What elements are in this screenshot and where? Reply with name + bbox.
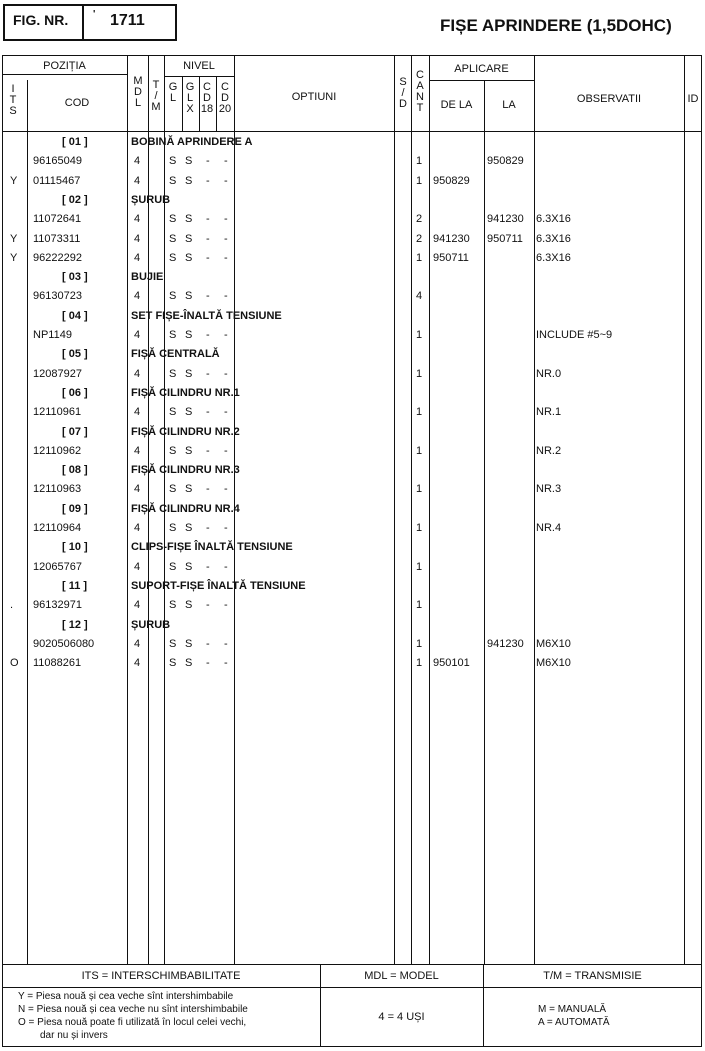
group-name: CLIPS-FIȘE ÎNALTĂ TENSIUNE — [131, 541, 293, 553]
legend-mdl-value: 4 = 4 UȘI — [378, 1011, 425, 1023]
cell-cd18: - — [206, 561, 210, 573]
header-glx: G L X — [185, 81, 195, 115]
cell-cd20: - — [224, 213, 228, 225]
cell-cant: 1 — [416, 368, 423, 380]
cell-la: 950829 — [487, 155, 524, 167]
group-position: [ 07 ] — [62, 426, 88, 438]
header-cod: COD — [64, 97, 90, 109]
cell-glx: S — [185, 406, 193, 418]
cell-cant: 1 — [416, 638, 423, 650]
cell-de-la: 941230 — [433, 233, 470, 245]
cell-de-la: 950829 — [433, 175, 470, 187]
cell-mdl: 4 — [134, 638, 141, 650]
col-line-dela — [484, 80, 485, 965]
cell-mdl: 4 — [134, 483, 141, 495]
cell-gl: S — [169, 233, 177, 245]
header-sd: S / D — [399, 76, 407, 110]
cell-mdl: 4 — [134, 522, 141, 534]
cell-glx: S — [185, 483, 193, 495]
cell-de-la: 950101 — [433, 657, 470, 669]
figure-number: 1711 — [110, 12, 145, 29]
cell-mdl: 4 — [134, 406, 141, 418]
cell-cod: 96222292 — [33, 252, 82, 264]
cell-mdl: 4 — [134, 233, 141, 245]
cell-cod: 11088261 — [33, 657, 82, 669]
cell-cant: 1 — [416, 483, 423, 495]
cell-glx: S — [185, 599, 193, 611]
group-position: [ 10 ] — [62, 541, 88, 553]
col-line-la — [534, 55, 535, 965]
cell-glx: S — [185, 252, 193, 264]
cell-glx: S — [185, 290, 193, 302]
row-tick — [164, 444, 165, 458]
cell-cant: 1 — [416, 175, 423, 187]
cell-cd18: - — [206, 155, 210, 167]
row-tick — [164, 598, 165, 612]
cell-cd18: - — [206, 406, 210, 418]
cell-obs: 6.3X16 — [536, 233, 571, 245]
cell-cod: 12110961 — [33, 406, 82, 418]
cell-cd20: - — [224, 329, 228, 341]
cell-mdl: 4 — [134, 213, 141, 225]
cell-obs: INCLUDE #5~9 — [536, 329, 613, 341]
row-tick — [164, 328, 165, 342]
cell-cd18: - — [206, 233, 210, 245]
cell-mdl: 4 — [134, 329, 141, 341]
cell-cod: 96165049 — [33, 155, 82, 167]
cell-cd20: - — [224, 155, 228, 167]
cell-cant: 1 — [416, 329, 423, 341]
row-tick — [164, 251, 165, 265]
cell-gl: S — [169, 290, 177, 302]
row-line-pozitia — [2, 74, 127, 75]
cell-glx: S — [185, 368, 193, 380]
cell-gl: S — [169, 368, 177, 380]
cell-obs: M6X10 — [536, 657, 571, 669]
cell-glx: S — [185, 329, 193, 341]
header-optiuni: OPTIUNI — [291, 91, 337, 103]
cell-cd18: - — [206, 522, 210, 534]
parts-table-frame — [2, 55, 702, 1047]
col-line-its — [27, 80, 28, 965]
cell-cod: 9020506080 — [33, 638, 95, 650]
cell-cd20: - — [224, 406, 228, 418]
cell-cant: 1 — [416, 561, 423, 573]
cell-cd20: - — [224, 561, 228, 573]
legend-its-o-cont: dar nu și invers — [40, 1030, 108, 1041]
cell-glx: S — [185, 561, 193, 573]
header-its: I T S — [9, 83, 17, 117]
row-tick — [164, 289, 165, 303]
cell-mdl: 4 — [134, 561, 141, 573]
cell-glx: S — [185, 522, 193, 534]
row-tick — [164, 560, 165, 574]
cell-cd20: - — [224, 175, 228, 187]
cell-la: 941230 — [487, 638, 524, 650]
cell-mdl: 4 — [134, 290, 141, 302]
cell-cod: 96130723 — [33, 290, 82, 302]
cell-mdl: 4 — [134, 599, 141, 611]
cell-cd20: - — [224, 445, 228, 457]
cell-glx: S — [185, 657, 193, 669]
row-tick — [164, 154, 165, 168]
col-line-obs — [684, 55, 685, 965]
group-position: [ 02 ] — [62, 194, 88, 206]
cell-cd20: - — [224, 290, 228, 302]
figure-mark: ' — [93, 9, 96, 20]
col-line-cd18 — [216, 76, 217, 131]
header-cd20: C D 20 — [218, 81, 232, 115]
cell-obs: NR.4 — [536, 522, 562, 534]
cell-cod: 12110962 — [33, 445, 82, 457]
legend-its-y: Y = Piesa nouă și cea veche sînt intershimbabile — [18, 991, 234, 1002]
cell-cod: 12110963 — [33, 483, 82, 495]
cell-obs: NR.1 — [536, 406, 562, 418]
cell-cant: 1 — [416, 522, 423, 534]
cell-its: . — [10, 599, 14, 611]
cell-cod: 12110964 — [33, 522, 82, 534]
cell-obs: 6.3X16 — [536, 252, 571, 264]
cell-gl: S — [169, 638, 177, 650]
group-position: [ 11 ] — [62, 580, 88, 592]
cell-mdl: 4 — [134, 368, 141, 380]
col-line-cant — [429, 55, 430, 965]
cell-obs: NR.2 — [536, 445, 562, 457]
header-aplicare: APLICARE — [454, 63, 509, 75]
col-line-cod — [127, 55, 128, 965]
cell-gl: S — [169, 175, 177, 187]
row-line-nivel — [164, 76, 234, 77]
header-tm: T / M — [151, 79, 161, 113]
group-name: FIȘĂ CILINDRU NR.4 — [131, 503, 240, 515]
cell-cd18: - — [206, 213, 210, 225]
cell-cd20: - — [224, 252, 228, 264]
group-name: FIȘĂ CENTRALĂ — [131, 348, 220, 360]
cell-its: Y — [10, 233, 18, 245]
cell-cd18: - — [206, 599, 210, 611]
page-title: FIȘE APRINDERE (1,5DOHC) — [440, 16, 672, 35]
cell-its: Y — [10, 175, 18, 187]
cell-gl: S — [169, 599, 177, 611]
cell-gl: S — [169, 213, 177, 225]
cell-cd18: - — [206, 657, 210, 669]
figure-box-divider — [82, 4, 84, 41]
cell-glx: S — [185, 155, 193, 167]
cell-cod: 96132971 — [33, 599, 82, 611]
cell-obs: NR.0 — [536, 368, 562, 380]
group-name: FIȘĂ CILINDRU NR.2 — [131, 426, 240, 438]
legend-tm-auto: A = AUTOMATĂ — [538, 1017, 610, 1028]
cell-mdl: 4 — [134, 155, 141, 167]
cell-cd18: - — [206, 252, 210, 264]
col-line-sd — [411, 55, 412, 965]
cell-cod: 11073311 — [33, 233, 81, 245]
group-name: ȘURUB — [131, 619, 171, 631]
group-position: [ 01 ] — [62, 136, 88, 148]
cell-la: 950711 — [487, 233, 523, 245]
cell-glx: S — [185, 175, 193, 187]
cell-cod: NP1149 — [33, 329, 72, 341]
legend-mdl-title: MDL = MODEL — [364, 970, 439, 982]
row-tick — [164, 367, 165, 381]
row-tick — [164, 637, 165, 651]
cell-glx: S — [185, 638, 193, 650]
legend-its-title: ITS = INTERSCHIMBABILITATE — [81, 970, 241, 982]
group-position: [ 12 ] — [62, 619, 88, 631]
header-cd18: C D 18 — [200, 81, 214, 115]
row-tick — [164, 656, 165, 670]
cell-gl: S — [169, 483, 177, 495]
cell-cd18: - — [206, 445, 210, 457]
cell-cant: 1 — [416, 599, 423, 611]
cell-cd20: - — [224, 233, 228, 245]
cell-gl: S — [169, 406, 177, 418]
cell-cant: 1 — [416, 657, 423, 669]
cell-obs: NR.3 — [536, 483, 562, 495]
cell-cod: 11072641 — [33, 213, 82, 225]
header-id: ID — [687, 93, 699, 105]
header-nivel: NIVEL — [183, 60, 215, 72]
figure-label: FIG. NR. — [13, 12, 69, 28]
row-tick — [164, 405, 165, 419]
cell-gl: S — [169, 561, 177, 573]
header-gl: G L — [168, 81, 178, 104]
cell-gl: S — [169, 155, 177, 167]
header-de-la: DE LA — [440, 99, 473, 111]
legend-tm-manual: M = MANUALĂ — [538, 1004, 607, 1015]
cell-cant: 2 — [416, 233, 423, 245]
cell-glx: S — [185, 233, 193, 245]
cell-cd20: - — [224, 368, 228, 380]
cell-cd18: - — [206, 175, 210, 187]
cell-cant: 4 — [416, 290, 423, 302]
legend-top-line — [2, 964, 702, 965]
group-name: FIȘĂ CILINDRU NR.1 — [131, 387, 240, 399]
row-tick — [164, 212, 165, 226]
group-name: ȘURUB — [131, 194, 171, 206]
cell-mdl: 4 — [134, 252, 141, 264]
legend-its-n: N = Piesa nouă și cea veche nu sînt intershimbabile — [18, 1004, 248, 1015]
cell-cant: 1 — [416, 445, 423, 457]
cell-cd18: - — [206, 638, 210, 650]
cell-cod: 12087927 — [33, 368, 82, 380]
cell-cd20: - — [224, 657, 228, 669]
legend-its-o: O = Piesa nouă poate fi utilizată în locul celei vechi, — [18, 1017, 247, 1028]
group-name: BUJIE — [131, 271, 164, 283]
cell-cant: 2 — [416, 213, 423, 225]
group-position: [ 06 ] — [62, 387, 88, 399]
cell-cd20: - — [224, 483, 228, 495]
cell-mdl: 4 — [134, 445, 141, 457]
group-position: [ 09 ] — [62, 503, 88, 515]
cell-gl: S — [169, 252, 177, 264]
cell-obs: M6X10 — [536, 638, 571, 650]
cell-glx: S — [185, 445, 193, 457]
header-pozitia: POZIȚIA — [43, 60, 86, 72]
cell-cant: 1 — [416, 155, 423, 167]
group-position: [ 03 ] — [62, 271, 88, 283]
cell-mdl: 4 — [134, 175, 141, 187]
cell-gl: S — [169, 522, 177, 534]
group-name: SET FIȘE-ÎNALTĂ TENSIUNE — [131, 310, 282, 322]
cell-gl: S — [169, 329, 177, 341]
row-tick — [164, 482, 165, 496]
row-tick — [164, 521, 165, 535]
legend-title-line — [2, 987, 702, 988]
cell-la: 941230 — [487, 213, 524, 225]
cell-gl: S — [169, 445, 177, 457]
header-la: LA — [502, 99, 516, 111]
cell-obs: 6.3X16 — [536, 213, 571, 225]
cell-gl: S — [169, 657, 177, 669]
cell-cd18: - — [206, 483, 210, 495]
cell-cod: 12065767 — [33, 561, 82, 573]
cell-cd20: - — [224, 599, 228, 611]
group-position: [ 08 ] — [62, 464, 88, 476]
header-observatii: OBSERVATII — [576, 93, 642, 105]
row-tick — [164, 174, 165, 188]
cell-cant: 1 — [416, 406, 423, 418]
group-position: [ 05 ] — [62, 348, 88, 360]
cell-de-la: 950711 — [433, 252, 469, 264]
cell-its: Y — [10, 252, 18, 264]
cell-cd18: - — [206, 329, 210, 341]
group-name: FIȘĂ CILINDRU NR.3 — [131, 464, 240, 476]
cell-glx: S — [185, 213, 193, 225]
cell-its: O — [10, 657, 19, 669]
group-position: [ 04 ] — [62, 310, 88, 322]
row-tick — [164, 232, 165, 246]
group-name: SUPORT-FIȘE ÎNALTĂ TENSIUNE — [131, 580, 306, 592]
header-bottom-line — [2, 131, 702, 132]
legend-tm-title: T/M = TRANSMISIE — [543, 970, 642, 982]
cell-cod: 01115467 — [33, 175, 81, 187]
header-cant: C A N T — [416, 69, 424, 114]
header-mdl: M D L — [133, 75, 143, 109]
cell-cd20: - — [224, 638, 228, 650]
cell-cant: 1 — [416, 252, 423, 264]
cell-cd18: - — [206, 290, 210, 302]
cell-cd18: - — [206, 368, 210, 380]
col-line-optiuni — [394, 55, 395, 965]
group-name: BOBINĂ APRINDERE A — [131, 136, 253, 148]
cell-mdl: 4 — [134, 657, 141, 669]
row-line-aplicare — [429, 80, 534, 81]
cell-cd20: - — [224, 522, 228, 534]
